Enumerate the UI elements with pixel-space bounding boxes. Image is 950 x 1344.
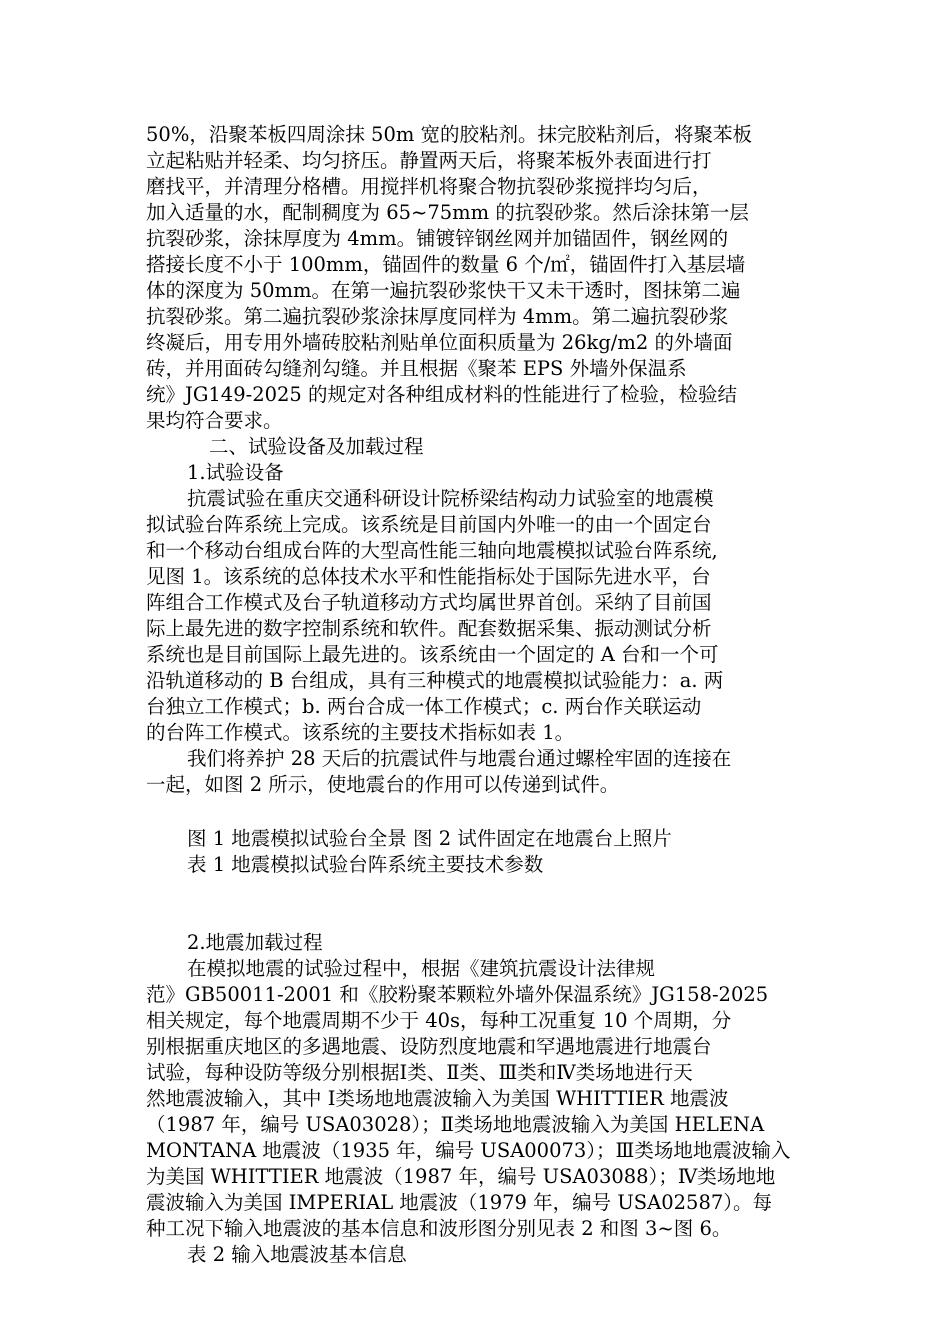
text-line: 搭接长度不小于 100mm，锚固件的数量 6 个/㎡，锚固件打入基层墙 xyxy=(146,253,746,276)
text-line: 沿轨道移动的 B 台组成，具有三种模式的地震模拟试验能力：a. 两 xyxy=(146,669,724,692)
text-line: 际上最先进的数字控制系统和软件。配套数据采集、振动测试分析 xyxy=(146,617,712,640)
text-line: 抗裂砂浆，涂抹厚度为 4mm。铺镀锌钢丝网并加锚固件，钢丝网的 xyxy=(146,227,729,250)
text-line: 抗裂砂浆。第二遍抗裂砂浆涂抹厚度同样为 4mm。第二遍抗裂砂浆 xyxy=(146,305,729,328)
table-caption: 表 1 地震模拟试验台阵系统主要技术参数 xyxy=(187,853,544,876)
text-line: 和一个移动台组成台阵的大型高性能三轴向地震模拟试验台阵系统, xyxy=(146,539,718,562)
text-line: 磨找平，并清理分格槽。用搅拌机将聚合物抗裂砂浆搅拌均匀后， xyxy=(146,175,712,198)
section-heading: 二、试验设备及加载过程 xyxy=(209,435,424,458)
paragraph-first-line: 抗震试验在重庆交通科研设计院桥梁结构动力试验室的地震模 xyxy=(187,487,714,510)
text-line: 一起，如图 2 所示，使地震台的作用可以传递到试件。 xyxy=(146,773,620,796)
text-line: 终凝后，用专用外墙砖胶粘剂贴单位面积质量为 26kg/m2 的外墙面 xyxy=(146,331,733,354)
paragraph-first-line: 我们将养护 28 天后的抗震试件与地震台通过螺栓牢固的连接在 xyxy=(187,747,732,770)
text-line: MONTANA 地震波（1935 年，编号 USA00073）；Ⅲ类场地地震波输入 xyxy=(146,1139,791,1162)
text-line: 系统也是目前国际上最先进的。该系统由一个固定的 A 台和一个可 xyxy=(146,643,719,666)
table-caption: 表 2 输入地震波基本信息 xyxy=(187,1243,407,1266)
text-line: 见图 1。该系统的总体技术水平和性能指标处于国际先进水平，台 xyxy=(146,565,711,588)
text-line: 立起粘贴并轻柔、均匀挤压。静置两天后，将聚苯板外表面进行打 xyxy=(146,149,712,172)
text-line: 种工况下输入地震波的基本信息和波形图分别见表 2 和图 3~图 6。 xyxy=(146,1217,732,1240)
text-line: 的台阵工作模式。该系统的主要技术指标如表 1。 xyxy=(146,721,575,744)
text-line: 统》JG149-2025 的规定对各种组成材料的性能进行了检验，检验结 xyxy=(146,383,738,406)
text-line: 砖，并用面砖勾缝剂勾缝。并且根据《聚苯 EPS 外墙外保温系 xyxy=(146,357,687,380)
text-line: 试验，每种设防等级分别根据Ⅰ类、Ⅱ类、Ⅲ类和Ⅳ类场地进行天 xyxy=(146,1061,693,1084)
paragraph-first-line: 在模拟地震的试验过程中，根据《建筑抗震设计法律规 xyxy=(187,957,656,980)
text-line: 果均符合要求。 xyxy=(146,409,283,432)
text-line: 阵组合工作模式及台子轨道移动方式均属世界首创。采纳了目前国 xyxy=(146,591,712,614)
text-line: 台独立工作模式；b. 两台合成一体工作模式；c. 两台作关联运动 xyxy=(146,695,702,718)
text-line: 拟试验台阵系统上完成。该系统是目前国内外唯一的由一个固定台 xyxy=(146,513,712,536)
text-line: （1987 年，编号 USA03028）；Ⅱ类场地地震波输入为美国 HELENA xyxy=(146,1113,765,1136)
text-line: 相关规定，每个地震周期不少于 40s，每种工况重复 10 个周期，分 xyxy=(146,1009,732,1032)
text-line: 然地震波输入，其中 Ⅰ类场地地震波输入为美国 WHITTIER 地震波 xyxy=(146,1087,729,1110)
text-line: 为美国 WHITTIER 地震波（1987 年，编号 USA03088）；Ⅳ类场地地 xyxy=(146,1165,776,1188)
text-line: 范》GB50011-2001 和《胶粉聚苯颗粒外墙外保温系统》JG158-2025 xyxy=(146,983,769,1006)
text-line: 震波输入为美国 IMPERIAL 地震波（1979 年，编号 USA02587）。每 xyxy=(146,1191,773,1214)
subsection-heading: 2.地震加载过程 xyxy=(187,931,323,954)
figure-caption: 图 1 地震模拟试验台全景 图 2 试件固定在地震台上照片 xyxy=(187,827,672,850)
text-line: 体的深度为 50mm。在第一遍抗裂砂浆快干又未干透时，图抹第二遍 xyxy=(146,279,741,302)
text-line: 50%，沿聚苯板四周涂抹 50m 宽的胶粘剂。抹完胶粘剂后，将聚苯板 xyxy=(146,123,753,146)
subsection-heading: 1.试验设备 xyxy=(187,461,284,484)
text-line: 别根据重庆地区的多遇地震、设防烈度地震和罕遇地震进行地震台 xyxy=(146,1035,712,1058)
text-line: 加入适量的水，配制稠度为 65~75mm 的抗裂砂浆。然后涂抹第一层 xyxy=(146,201,749,224)
